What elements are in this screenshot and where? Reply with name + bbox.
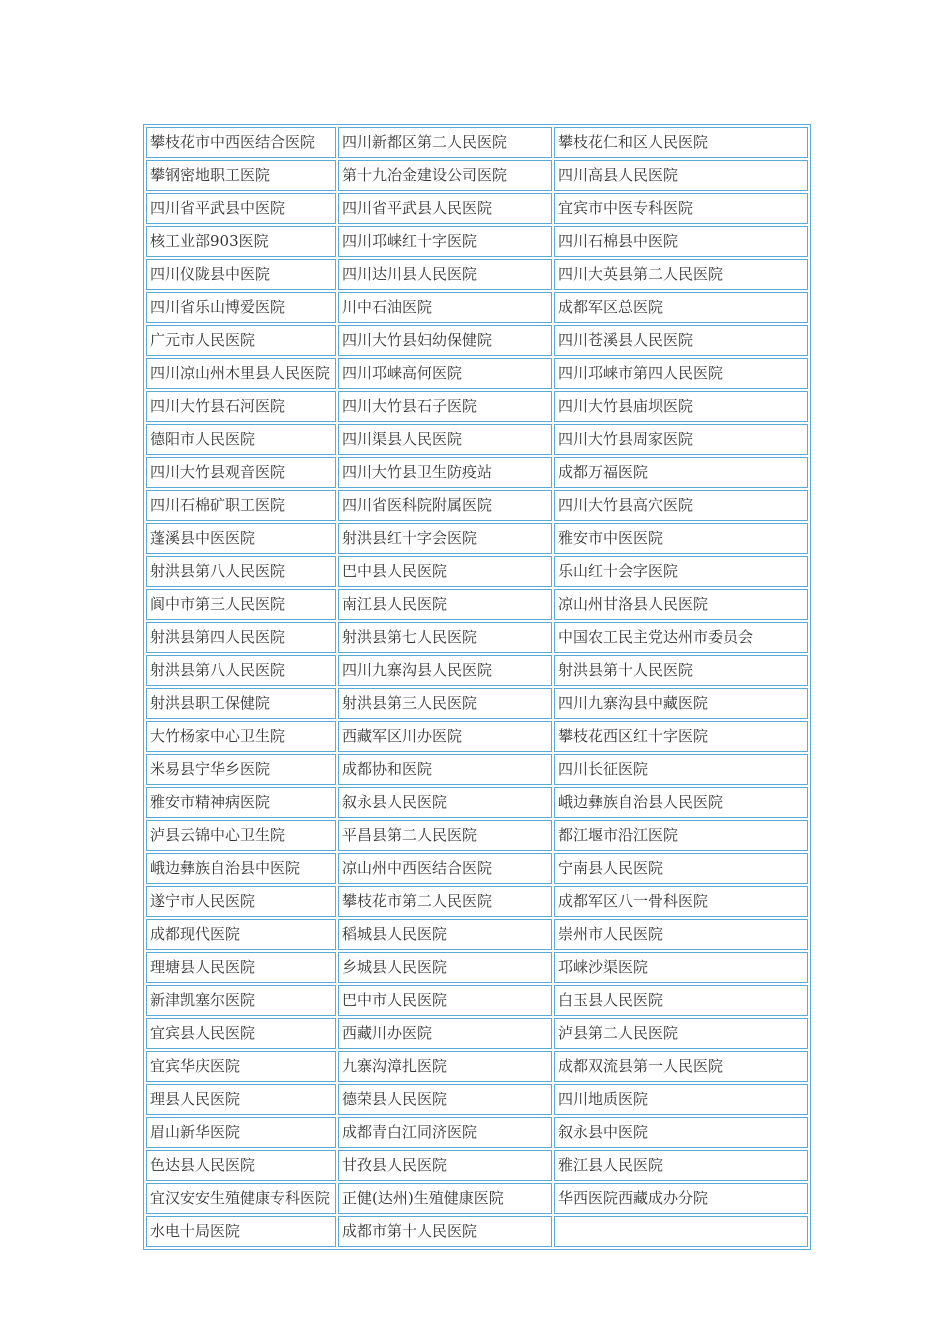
table-cell: 色达县人民医院 — [146, 1150, 336, 1181]
table-row — [146, 127, 808, 158]
table-cell: 四川渠县人民医院 — [338, 424, 552, 455]
table-cell: 射洪县第八人民医院 — [146, 655, 336, 686]
table-row — [146, 1018, 808, 1049]
table-row — [146, 1183, 808, 1214]
table-row — [146, 457, 808, 488]
table-cell: 四川省乐山博爱医院 — [146, 292, 336, 323]
table-cell: 攀枝花市中西医结合医院 — [146, 127, 336, 158]
table-cell: 中国农工民主党达州市委员会 — [554, 622, 808, 653]
table-cell: 眉山新华医院 — [146, 1117, 336, 1148]
table-row — [146, 391, 808, 422]
table-cell: 四川地质医院 — [554, 1084, 808, 1115]
table-cell: 四川省平武县人民医院 — [338, 193, 552, 224]
table-cell: 平昌县第二人民医院 — [338, 820, 552, 851]
table-cell: 西藏川办医院 — [338, 1018, 552, 1049]
table-cell: 四川大竹县石子医院 — [338, 391, 552, 422]
table-cell: 四川大竹县高穴医院 — [554, 490, 808, 521]
table-cell: 大竹杨家中心卫生院 — [146, 721, 336, 752]
table-cell: 四川大竹县妇幼保健院 — [338, 325, 552, 356]
table-cell: 白玉县人民医院 — [554, 985, 808, 1016]
table-cell: 四川新都区第二人民医院 — [338, 127, 552, 158]
table-cell: 四川石棉矿职工医院 — [146, 490, 336, 521]
table-cell: 四川邛崃市第四人民医院 — [554, 358, 808, 389]
table-cell: 崇州市人民医院 — [554, 919, 808, 950]
table-cell: 四川仪陇县中医院 — [146, 259, 336, 290]
table-body — [146, 127, 808, 1247]
table-cell: 射洪县第四人民医院 — [146, 622, 336, 653]
hospital-list-table — [143, 124, 811, 1250]
table-cell: 正健(达州)生殖健康医院 — [338, 1183, 552, 1214]
table-cell: 四川大英县第二人民医院 — [554, 259, 808, 290]
table-cell: 核工业部903医院 — [146, 226, 336, 257]
table-cell: 四川邛崃红十字医院 — [338, 226, 552, 257]
table-row — [146, 688, 808, 719]
table-cell: 攀枝花市第二人民医院 — [338, 886, 552, 917]
table-cell: 第十九冶金建设公司医院 — [338, 160, 552, 191]
table-cell: 米易县宁华乡医院 — [146, 754, 336, 785]
table-cell: 凉山州中西医结合医院 — [338, 853, 552, 884]
table-cell: 成都青白江同济医院 — [338, 1117, 552, 1148]
table-row — [146, 1117, 808, 1148]
table-cell: 泸县云锦中心卫生院 — [146, 820, 336, 851]
table-cell: 四川省平武县中医院 — [146, 193, 336, 224]
table-cell: 叙永县中医院 — [554, 1117, 808, 1148]
table-cell: 攀钢密地职工医院 — [146, 160, 336, 191]
table-cell: 德荣县人民医院 — [338, 1084, 552, 1115]
table-cell: 四川省医科院附属医院 — [338, 490, 552, 521]
table-cell: 川中石油医院 — [338, 292, 552, 323]
table-cell: 射洪县红十字会医院 — [338, 523, 552, 554]
table-cell: 宁南县人民医院 — [554, 853, 808, 884]
table-cell: 四川高县人民医院 — [554, 160, 808, 191]
table-cell: 宜宾华庆医院 — [146, 1051, 336, 1082]
table-cell: 成都军区总医院 — [554, 292, 808, 323]
table-cell: 叙永县人民医院 — [338, 787, 552, 818]
table-cell: 四川九寨沟县人民医院 — [338, 655, 552, 686]
table-row — [146, 292, 808, 323]
table-cell: 雅江县人民医院 — [554, 1150, 808, 1181]
table-cell: 射洪县第八人民医院 — [146, 556, 336, 587]
table-row — [146, 1084, 808, 1115]
table-cell: 都江堰市沿江医院 — [554, 820, 808, 851]
table-cell: 四川苍溪县人民医院 — [554, 325, 808, 356]
table-cell: 四川长征医院 — [554, 754, 808, 785]
table-cell: 成都军区八一骨科医院 — [554, 886, 808, 917]
table-row — [146, 1216, 808, 1247]
table-cell: 射洪县职工保健院 — [146, 688, 336, 719]
table-row — [146, 523, 808, 554]
table-row — [146, 886, 808, 917]
table-cell: 雅安市中医医院 — [554, 523, 808, 554]
table-cell: 理县人民医院 — [146, 1084, 336, 1115]
table-row — [146, 226, 808, 257]
table-cell: 乡城县人民医院 — [338, 952, 552, 983]
table-row — [146, 721, 808, 752]
table-cell: 凉山州甘洛县人民医院 — [554, 589, 808, 620]
table-row — [146, 622, 808, 653]
table-cell: 成都市第十人民医院 — [338, 1216, 552, 1247]
table-row — [146, 787, 808, 818]
table-row — [146, 853, 808, 884]
table-row — [146, 556, 808, 587]
table-row — [146, 358, 808, 389]
table-cell: 四川大竹县庙坝医院 — [554, 391, 808, 422]
table-cell: 成都双流县第一人民医院 — [554, 1051, 808, 1082]
table-row — [146, 193, 808, 224]
table-cell: 成都万福医院 — [554, 457, 808, 488]
table-cell: 宜汉安安生殖健康专科医院 — [146, 1183, 336, 1214]
table-row — [146, 325, 808, 356]
table-row — [146, 655, 808, 686]
table-cell: 峨边彝族自治县中医院 — [146, 853, 336, 884]
table-cell: 甘孜县人民医院 — [338, 1150, 552, 1181]
table-row — [146, 259, 808, 290]
table-row — [146, 589, 808, 620]
table-cell: 华西医院西藏成办分院 — [554, 1183, 808, 1214]
table-cell: 成都协和医院 — [338, 754, 552, 785]
table-cell: 乐山红十会字医院 — [554, 556, 808, 587]
table-cell: 四川九寨沟县中藏医院 — [554, 688, 808, 719]
table-cell: 四川达川县人民医院 — [338, 259, 552, 290]
table-cell: 攀枝花仁和区人民医院 — [554, 127, 808, 158]
table-cell: 遂宁市人民医院 — [146, 886, 336, 917]
table-cell: 四川大竹县周家医院 — [554, 424, 808, 455]
table-cell: 蓬溪县中医医院 — [146, 523, 336, 554]
table-row — [146, 919, 808, 950]
table-cell: 射洪县第三人民医院 — [338, 688, 552, 719]
table-cell: 四川大竹县卫生防疫站 — [338, 457, 552, 488]
table-row — [146, 490, 808, 521]
table-cell: 四川凉山州木里县人民医院 — [146, 358, 336, 389]
table-cell: 峨边彝族自治县人民医院 — [554, 787, 808, 818]
table-cell: 四川石棉县中医院 — [554, 226, 808, 257]
table-cell: 攀枝花西区红十字医院 — [554, 721, 808, 752]
table-cell: 理塘县人民医院 — [146, 952, 336, 983]
table-row — [146, 1051, 808, 1082]
table-cell: 南江县人民医院 — [338, 589, 552, 620]
table-row — [146, 160, 808, 191]
table-row — [146, 424, 808, 455]
table-cell: 德阳市人民医院 — [146, 424, 336, 455]
table-row — [146, 754, 808, 785]
table-cell: 九寨沟漳扎医院 — [338, 1051, 552, 1082]
table-cell: 射洪县第十人民医院 — [554, 655, 808, 686]
table-row — [146, 952, 808, 983]
table-cell: 雅安市精神病医院 — [146, 787, 336, 818]
table-cell: 阆中市第三人民医院 — [146, 589, 336, 620]
table-cell: 四川大竹县石河医院 — [146, 391, 336, 422]
table-cell: 射洪县第七人民医院 — [338, 622, 552, 653]
table-row — [146, 1150, 808, 1181]
table-row — [146, 820, 808, 851]
table-cell: 成都现代医院 — [146, 919, 336, 950]
table-cell: 四川大竹县观音医院 — [146, 457, 336, 488]
table-cell: 新津凯塞尔医院 — [146, 985, 336, 1016]
table-cell: 稻城县人民医院 — [338, 919, 552, 950]
table-cell: 宜宾县人民医院 — [146, 1018, 336, 1049]
table-cell: 泸县第二人民医院 — [554, 1018, 808, 1049]
table-cell: 四川邛崃高何医院 — [338, 358, 552, 389]
table-cell: 水电十局医院 — [146, 1216, 336, 1247]
table-cell: 邛崃沙渠医院 — [554, 952, 808, 983]
table-cell: 西藏军区川办医院 — [338, 721, 552, 752]
table-row — [146, 985, 808, 1016]
table-cell: 宜宾市中医专科医院 — [554, 193, 808, 224]
table-cell: 巴中市人民医院 — [338, 985, 552, 1016]
table-cell: 巴中县人民医院 — [338, 556, 552, 587]
table-cell — [554, 1216, 808, 1247]
table-cell: 广元市人民医院 — [146, 325, 336, 356]
